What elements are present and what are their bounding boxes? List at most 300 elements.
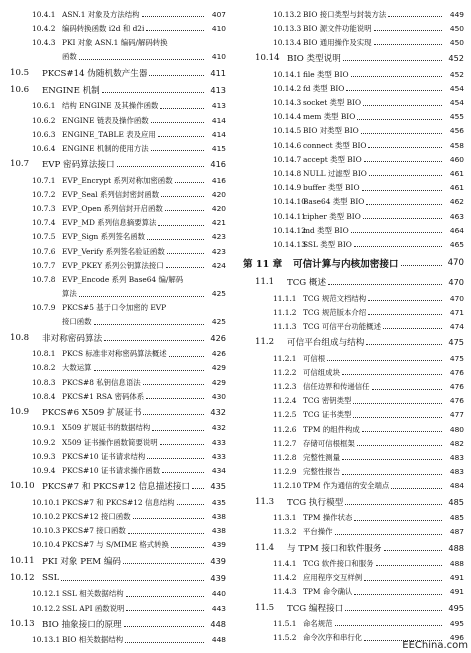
entry-title: TCG 编程接口 (287, 603, 344, 614)
dot-leader (143, 383, 204, 385)
entry-title: TCG 规范文档结构 (303, 293, 367, 303)
entry-title: 平台操作 (303, 527, 333, 537)
dot-leader (133, 517, 204, 519)
dot-leader (362, 189, 442, 191)
dot-leader (79, 58, 204, 60)
entry-number: 10.13.3 (273, 23, 302, 33)
entry-number: 11.2.4 (273, 396, 297, 406)
toc-entry (8, 463, 226, 477)
toc-entry (8, 64, 226, 82)
entry-page-number: 461 (449, 183, 464, 193)
toc-entry (8, 403, 226, 421)
dot-leader (342, 473, 442, 475)
dot-leader (335, 533, 442, 535)
dot-leader (351, 75, 442, 77)
entry-page-number: 433 (211, 437, 226, 447)
entry-title: PKCS#10 证书请求操作函数 (62, 465, 161, 475)
dot-leader (345, 503, 442, 505)
entry-page-number: 484 (449, 481, 464, 491)
entry-page-number: 416 (211, 175, 226, 185)
entry-title: md 类型 BIO (303, 225, 349, 235)
dot-leader (167, 252, 204, 254)
dot-leader (372, 388, 442, 390)
toc-column-left (8, 7, 226, 647)
toc-entry (243, 181, 464, 195)
entry-title: EVP_Verify 系列签名验证函数 (62, 246, 165, 256)
entry-title: 大数运算 (62, 363, 92, 373)
entry-number: 10.8.4 (32, 391, 56, 401)
toc-entry (243, 21, 464, 35)
entry-number: 11.2.3 (273, 382, 297, 392)
entry-number: 10.7.6 (32, 246, 56, 256)
dot-leader (125, 641, 204, 643)
dot-leader (158, 224, 204, 226)
toc-entry (8, 478, 226, 496)
toc-entry (8, 315, 226, 329)
entry-page-number: 480 (449, 424, 464, 434)
toc-entry (8, 50, 226, 64)
entry-page-number: 438 (211, 511, 226, 521)
entry-number: 10.5 (10, 67, 30, 78)
toc-entry (8, 35, 226, 49)
entry-title: SSL (42, 573, 60, 584)
entry-page-number: 426 (210, 332, 226, 343)
entry-title: BIO 源文件功能说明 (303, 23, 372, 33)
toc-entry (243, 493, 464, 511)
entry-number: 10.9.4 (32, 465, 56, 475)
entry-number: 10.7.4 (32, 218, 56, 228)
toc-entry (8, 230, 226, 244)
entry-number: 11.2.5 (273, 410, 297, 420)
toc-entry (243, 195, 464, 209)
entry-title: 算法 (62, 289, 77, 299)
toc-entry (243, 394, 464, 408)
entry-number: 11.3.1 (273, 513, 297, 523)
entry-number: 10.14.2 (273, 83, 302, 93)
toc-entry (243, 237, 464, 251)
dot-leader (128, 532, 204, 534)
toc-entry (243, 599, 464, 617)
entry-page-number: 414 (211, 129, 226, 139)
dot-leader (368, 146, 442, 148)
toc-entry (243, 319, 464, 333)
entry-number: 11.5.2 (273, 633, 297, 643)
entry-page-number: 496 (449, 633, 464, 643)
entry-number: 11.1.2 (273, 307, 297, 317)
dot-leader (146, 29, 204, 31)
toc-entry (8, 216, 226, 230)
entry-title: PKCS#7 和 PKCS#12 信息描述接口 (42, 482, 191, 493)
dot-leader (354, 245, 442, 247)
entry-title: 可信平台组成与结构 (287, 338, 365, 349)
toc-entry (8, 601, 226, 615)
entry-number: 10.12 (10, 573, 35, 584)
entry-number: 10.10.1 (32, 497, 61, 507)
entry-page-number: 463 (449, 211, 464, 221)
entry-number: 10.13.4 (273, 37, 302, 47)
toc-entry (8, 495, 226, 509)
entry-title: TCG 可信平台功能概述 (303, 321, 381, 331)
entry-title: TCG 规范版本介绍 (303, 307, 367, 317)
entry-page-number: 485 (448, 496, 464, 507)
entry-number: 11.1.1 (273, 293, 297, 303)
entry-page-number: 462 (449, 197, 464, 207)
entry-page-number: 415 (211, 143, 226, 153)
entry-number: 10.13.2 (273, 9, 302, 19)
toc-entry (243, 379, 464, 393)
dot-leader (192, 487, 204, 489)
toc-column-right (243, 7, 464, 645)
toc-entry (8, 301, 226, 315)
entry-number: 11.2.10 (273, 481, 302, 491)
entry-page-number: 423 (211, 246, 226, 256)
entry-page-number: 416 (210, 159, 226, 170)
entry-page-number: 450 (449, 37, 464, 47)
toc-entry (243, 223, 464, 237)
entry-page-number: 450 (449, 23, 464, 33)
entry-title: PKI 对象 PEM 编码 (42, 556, 122, 567)
entry-number: 10.14.7 (273, 154, 302, 164)
entry-title: BIO 相关数据结构 (62, 635, 124, 645)
dot-leader (147, 238, 204, 240)
entry-number: 10.4.2 (32, 23, 56, 33)
toc-entry (8, 552, 226, 570)
entry-page-number: 425 (211, 289, 226, 299)
dot-leader (354, 519, 442, 521)
entry-title: 结构 ENGINE 及其操作函数 (62, 101, 159, 111)
entry-page-number: 461 (449, 168, 464, 178)
entry-title: X509 扩展证书的数据结构 (62, 423, 151, 433)
entry-number: 10.7.2 (32, 189, 56, 199)
entry-page-number: 411 (210, 67, 226, 78)
entry-title: PKCS#8 私钥信息语法 (62, 377, 141, 387)
toc-entry (8, 509, 226, 523)
entry-page-number: 475 (449, 353, 464, 363)
entry-number: 10.12.2 (32, 603, 61, 613)
toc-entry (243, 252, 464, 274)
toc-entry (243, 124, 464, 138)
entry-number: 11.1 (255, 277, 275, 288)
toc-entry (8, 615, 226, 633)
toc-entry (243, 291, 464, 305)
dot-leader (364, 579, 442, 581)
toc-entry (243, 465, 464, 479)
toc-entry (8, 287, 226, 301)
dot-leader (151, 121, 204, 123)
entry-page-number: 449 (449, 9, 464, 19)
dot-leader (351, 231, 442, 233)
entry-page-number: 443 (211, 603, 226, 613)
entry-page-number: 458 (449, 140, 464, 150)
dot-leader (368, 313, 442, 315)
dot-leader (162, 471, 204, 473)
dot-leader (94, 369, 204, 371)
entry-title: BIO 抽象接口的原理 (42, 619, 122, 630)
entry-title: EVP_Encrypt 系列对称加密函数 (62, 175, 173, 185)
entry-number: 10.14.12 (273, 225, 306, 235)
entry-number: 10.6.4 (32, 143, 56, 153)
entry-page-number: 487 (449, 527, 464, 537)
entry-number: 10.6.2 (32, 115, 56, 125)
toc-entry (8, 187, 226, 201)
dot-leader (388, 15, 442, 17)
entry-title: socket 类型 BIO (303, 98, 362, 108)
entry-page-number: 429 (211, 377, 226, 387)
entry-title: NULL 过滤型 BIO (303, 168, 367, 178)
entry-page-number: 483 (449, 467, 464, 477)
entry-number: 10.9 (10, 407, 30, 418)
entry-page-number: 410 (211, 52, 226, 62)
dot-leader (171, 546, 204, 548)
dot-leader (361, 132, 442, 134)
dot-leader (104, 339, 204, 341)
toc-entry (8, 21, 226, 35)
entry-number: 10.7 (10, 159, 30, 170)
dot-leader (376, 564, 442, 566)
entry-page-number: 440 (211, 589, 226, 599)
toc-entry (8, 375, 226, 389)
entry-number: 10.9.1 (32, 423, 56, 433)
entry-page-number: 495 (449, 618, 464, 628)
dot-leader (342, 458, 442, 460)
entry-title: TCG 概述 (287, 278, 327, 289)
entry-page-number: 413 (211, 101, 226, 111)
entry-number: 10.13 (10, 618, 35, 629)
dot-leader (149, 74, 204, 76)
entry-number: 10.14.4 (273, 112, 302, 122)
entry-page-number: 474 (449, 321, 464, 331)
entry-page-number: 410 (211, 23, 226, 33)
entry-page-number: 435 (211, 497, 226, 507)
dot-leader (383, 327, 442, 329)
entry-number: 10.8.1 (32, 349, 56, 359)
toc-entry (8, 272, 226, 286)
dot-leader (353, 402, 442, 404)
entry-number: 10.7.1 (32, 175, 56, 185)
entry-number: 11.2.6 (273, 424, 297, 434)
entry-number: 11.5.1 (273, 618, 297, 628)
toc-entry (8, 587, 226, 601)
watermark-text: EEChina.com (402, 640, 468, 651)
dot-leader (126, 609, 204, 611)
entry-title: EVP_Encode 系列 Base64 编/解码 (62, 274, 184, 284)
entry-number: 10.8.3 (32, 377, 56, 387)
dot-leader (175, 181, 204, 183)
toc-entry (243, 138, 464, 152)
dot-leader (161, 195, 204, 197)
entry-title: TCG 执行模型 (287, 497, 344, 508)
entry-page-number: 452 (449, 69, 464, 79)
dot-leader (327, 359, 442, 361)
entry-number: 11.2.1 (273, 353, 297, 363)
entry-title: 与 TPM 接口和软件服务 (287, 543, 382, 554)
entry-page-number: 413 (210, 85, 226, 95)
entry-number: 10.7.5 (32, 232, 56, 242)
entry-page-number: 491 (449, 573, 464, 583)
entry-page-number: 432 (211, 423, 226, 433)
entry-number: 10.14 (255, 53, 280, 64)
entry-title: accept 类型 BIO (303, 154, 362, 164)
entry-page-number: 476 (449, 396, 464, 406)
entry-page-number: 470 (447, 257, 464, 268)
entry-number: 10.14.1 (273, 69, 302, 79)
entry-number: 10.14.13 (273, 239, 306, 249)
entry-number: 10.14.6 (273, 140, 302, 150)
entry-page-number: 433 (211, 451, 226, 461)
dot-leader (147, 457, 204, 459)
toc-entry (243, 436, 464, 450)
entry-page-number: 470 (449, 293, 464, 303)
toc-entry (8, 633, 226, 647)
toc-entry (243, 450, 464, 464)
toc-entry (243, 95, 464, 109)
entry-page-number: 488 (448, 542, 464, 553)
entry-number: 10.14.11 (273, 211, 306, 221)
toc-entry (8, 435, 226, 449)
entry-number: 11.2.8 (273, 452, 297, 462)
entry-number: 10.7.7 (32, 260, 56, 270)
entry-title: BIO 接口类型与封装方法 (303, 9, 387, 19)
entry-title: EVP_Seal 系列信封密封函数 (62, 189, 160, 199)
entry-title: 命令次序和串行化 (303, 633, 363, 643)
entry-number: 10.8.2 (32, 363, 56, 373)
dot-leader (152, 429, 204, 431)
entry-title: 应用程序交互样例 (303, 573, 363, 583)
dot-leader (117, 165, 204, 167)
toc-entry (8, 244, 226, 258)
entry-title: 存储可信根框架 (303, 438, 355, 448)
entry-page-number: 454 (449, 98, 464, 108)
entry-number: 第 11 章 (243, 258, 283, 270)
entry-number: 11.3.2 (273, 527, 297, 537)
entry-page-number: 454 (449, 83, 464, 93)
entry-page-number: 488 (449, 558, 464, 568)
entry-number: 10.11 (10, 555, 35, 566)
entry-number: 10.14.8 (273, 168, 302, 178)
toc-entry (243, 209, 464, 223)
entry-number: 11.2 (255, 337, 275, 348)
entry-number: 11.2.9 (273, 467, 297, 477)
dot-leader (160, 107, 204, 109)
toc-entry (8, 173, 226, 187)
toc-entry (8, 421, 226, 435)
dot-leader (362, 430, 442, 432)
toc-entry (243, 305, 464, 319)
toc-entry (8, 81, 226, 99)
toc-entry (8, 523, 226, 537)
dot-leader (357, 118, 442, 120)
entry-title: BIO 对类型 BIO (303, 126, 359, 136)
entry-page-number: 476 (449, 382, 464, 392)
toc-entry (243, 110, 464, 124)
dot-leader (366, 343, 442, 345)
dot-leader (343, 59, 442, 61)
toc-entry (8, 389, 226, 403)
toc-entry (8, 449, 226, 463)
dot-leader (353, 416, 442, 418)
entry-number: 10.10.2 (32, 511, 61, 521)
toc-entry (243, 479, 464, 493)
toc-entry (8, 113, 226, 127)
toc-entry (243, 166, 464, 180)
entry-title: 编码转换函数 i2d 和 d2i (62, 23, 145, 33)
entry-title: ENGINE 机制 (42, 86, 100, 96)
dot-leader (384, 549, 442, 551)
toc-entry (243, 539, 464, 557)
entry-title: PKCS#6 X509 扩展证书 (42, 408, 142, 419)
toc-entry (8, 538, 226, 552)
entry-title: EVP 密码算法接口 (42, 160, 115, 171)
dot-leader (366, 203, 442, 205)
entry-page-number: 430 (211, 391, 226, 401)
entry-title: PKCS#7 与 S/MIME 格式转换 (62, 540, 169, 550)
dot-leader (126, 595, 204, 597)
toc-entry (8, 7, 226, 21)
dot-leader (346, 89, 442, 91)
dot-leader (391, 487, 442, 489)
entry-page-number: 434 (211, 465, 226, 475)
entry-number: 10.10.3 (32, 526, 61, 536)
toc-entry (243, 81, 464, 95)
entry-title: TPM 的组件构成 (303, 424, 360, 434)
dot-leader (143, 413, 204, 415)
toc-entry (243, 556, 464, 570)
toc-entry (8, 569, 226, 587)
entry-number: 11.3 (255, 496, 275, 507)
entry-title: EVP_Open 系列信封开启函数 (62, 203, 163, 213)
entry-title: 可信计算与内核加密接口 (293, 258, 399, 270)
entry-page-number: 439 (210, 555, 226, 566)
toc-entry (8, 127, 226, 141)
dot-leader (102, 91, 204, 93)
dot-leader (79, 295, 204, 297)
entry-title: Base64 类型 BIO (303, 197, 365, 207)
entry-page-number: 420 (211, 189, 226, 199)
entry-page-number: 452 (448, 53, 464, 64)
entry-number: 11.4.1 (273, 558, 297, 568)
entry-title: connect 类型 BIO (303, 140, 367, 150)
entry-title: ENGINE_TABLE 表及应用 (62, 129, 156, 139)
toc-entry (243, 408, 464, 422)
entry-page-number: 439 (211, 540, 226, 550)
dot-leader (123, 562, 204, 564)
entry-number: 11.4 (255, 542, 275, 553)
entry-title: 接口函数 (62, 317, 92, 327)
entry-number: 10.12.1 (32, 589, 61, 599)
entry-title: 可信根 (303, 353, 326, 363)
entry-title: SSL 类型 BIO (303, 239, 352, 249)
entry-number: 10.7.9 (32, 303, 56, 313)
toc-entry (243, 525, 464, 539)
toc-entry (8, 99, 226, 113)
entry-number: 10.14.10 (273, 197, 306, 207)
entry-title: PKCS#5 基于口令加密的 EVP (62, 303, 167, 313)
toc-entry (243, 510, 464, 524)
toc-entry (243, 571, 464, 585)
dot-leader (401, 264, 442, 266)
entry-title: BIO 类型说明 (287, 54, 341, 65)
entry-number: 10.13.1 (32, 635, 61, 645)
entry-number: 10.14.9 (273, 183, 302, 193)
entry-page-number: 482 (449, 438, 464, 448)
dot-leader (177, 503, 204, 505)
dot-leader (342, 373, 442, 375)
entry-page-number: 491 (449, 587, 464, 597)
entry-page-number: 429 (211, 363, 226, 373)
dot-leader (328, 283, 442, 285)
entry-page-number: 495 (448, 602, 464, 613)
entry-title: 可信组成块 (303, 367, 340, 377)
